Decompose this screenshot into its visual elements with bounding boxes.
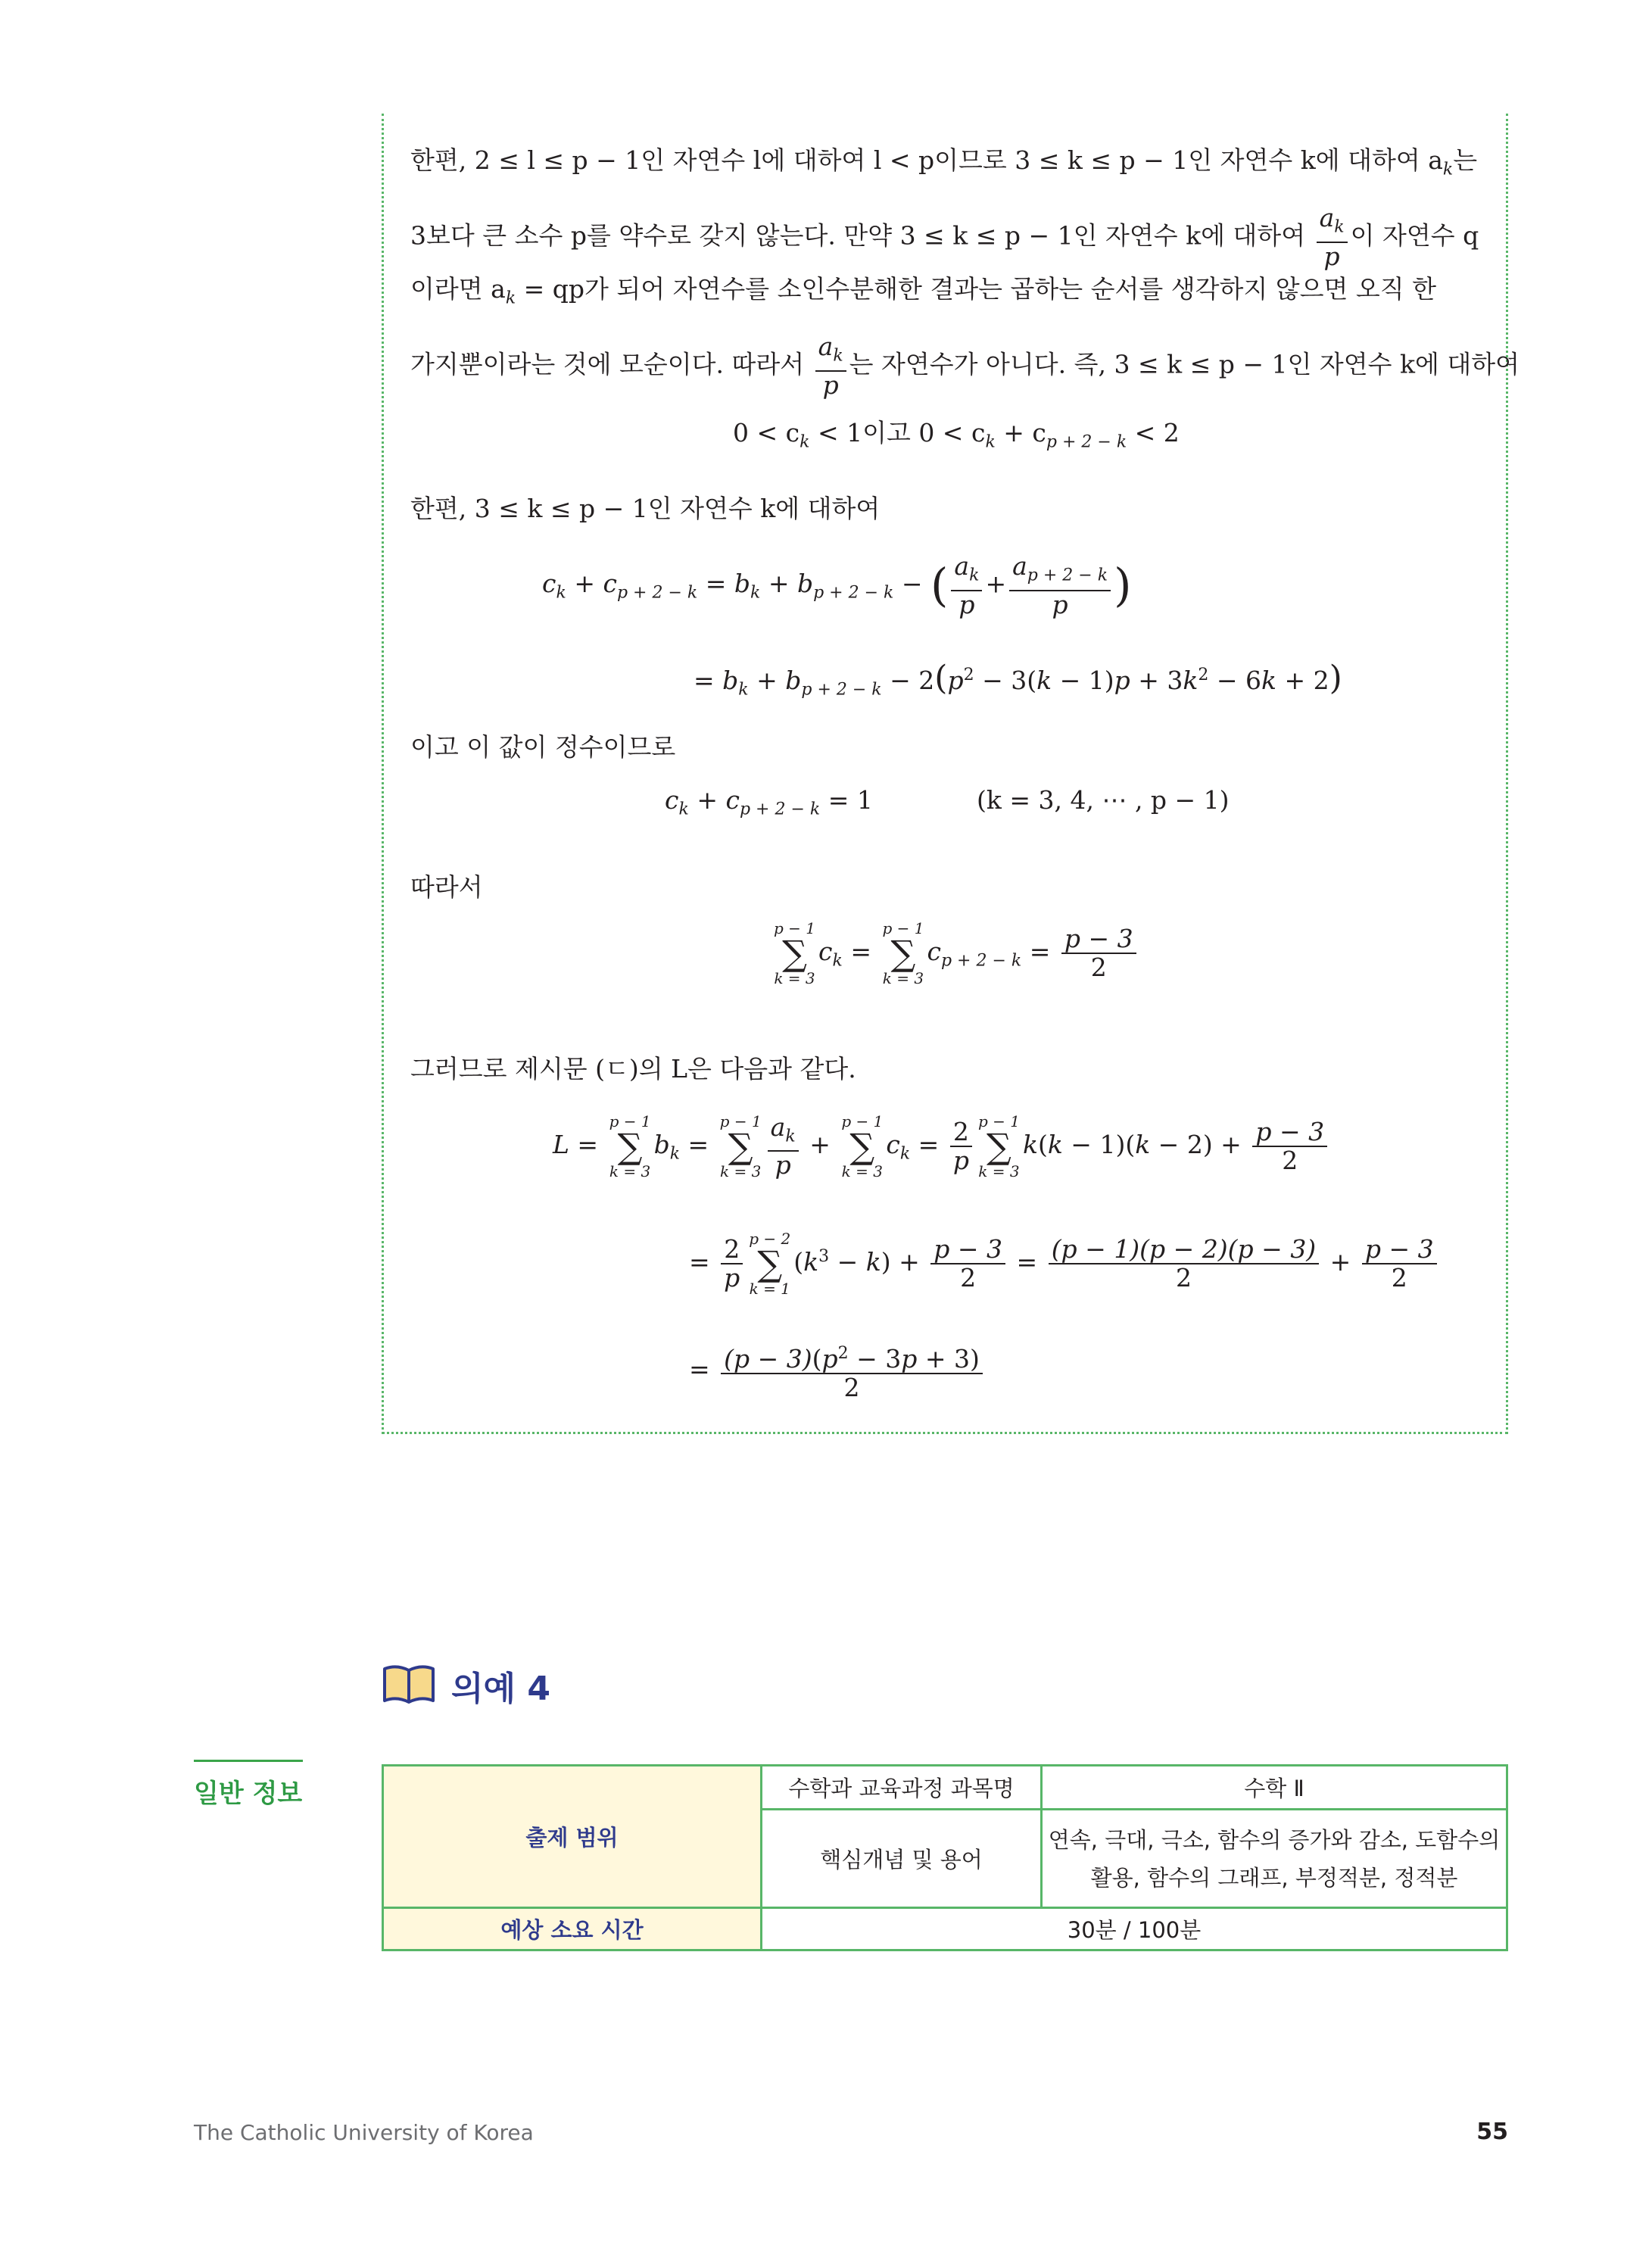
sum-equation: p − 1 ∑ k = 3 $c_k$ = p − 1 ∑ k = 3 $c_{p + 2 - k}$ = $\frac{p - 3}{2}$ bbox=[771, 920, 1139, 987]
section-title: 의예 4 bbox=[451, 1670, 550, 1708]
L-equation-3: = $\frac{(p - 3)(p^2 - 3p + 3)}{2}$ bbox=[689, 1340, 986, 1402]
sum-one-condition: (k = 3, 4, ⋯ , p − 1) bbox=[977, 785, 1230, 815]
solution-line-4: 가지뿐이라는 것에 모순이다. 따라서 $\frac{a_k}{p}$ 는 자연수가 아니다. 즉, 3 ≤ k ≤ p − 1인 자연수 k에 대하여 bbox=[410, 332, 1520, 400]
solution-line-3: 이라면 $a_k$ = qp가 되어 자연수를 소인수분해한 결과는 곱하는 순서를 생각하지 않으면 오직 한 bbox=[410, 274, 1437, 308]
solution-line-1: 한편, 2 ≤ l ≤ p − 1인 자연수 l에 대하여 l < p이므로 3 ≤ k ≤ p − 1인 자연수 k에 대하여 $a_k$는 bbox=[410, 145, 1478, 179]
expansion-equation-1: $c_k + c_{p + 2 - k} = b_k + b_{p + 2 - k}$ − ( $\frac{a_k}{p}$ + $\frac{a_{p + 2 - k}}{p}$ ) bbox=[542, 551, 1132, 619]
solution-line-8: 그러므로 제시문 (ㄷ)의 L은 다음과 같다. bbox=[410, 1054, 856, 1084]
solution-line-2: 3보다 큰 소수 p를 약수로 갖지 않는다. 만약 3 ≤ k ≤ p − 1인 자연수 k에 대하여 $\frac{a_k}{p}$ 이 자연수 q bbox=[410, 203, 1479, 271]
open-book-icon bbox=[382, 1663, 436, 1708]
concept-value bbox=[1042, 1810, 1507, 1908]
general-info-label: 일반 정보 bbox=[194, 1760, 303, 1810]
concept-value-line-2: 활용, 함수의 그래프, 부정적분, 정적분 bbox=[1090, 1864, 1458, 1891]
time-value: 30분 / 100분 bbox=[762, 1908, 1507, 1950]
sum-one-equation: $c_k + c_{p + 2 - k} = 1$ bbox=[665, 785, 873, 819]
bound-equation: $0 < c_k < 1$이고 $0 < c_k + c_{p + 2 - k} < 2$ bbox=[733, 418, 1180, 452]
solution-line-5: 한편, 3 ≤ k ≤ p − 1인 자연수 k에 대하여 bbox=[410, 494, 881, 523]
concept-header: 핵심개념 및 용어 bbox=[762, 1810, 1042, 1908]
time-label: 예상 소요 시간 bbox=[383, 1908, 762, 1950]
subject-header: 수학과 교육과정 과목명 bbox=[762, 1766, 1042, 1810]
page-number: 55 bbox=[1476, 2119, 1508, 2145]
expansion-equation-2: = $b_k + b_{p + 2 - k} - 2(p^2 - 3(k - 1)p + 3k^2 - 6k + 2)$ bbox=[694, 659, 1342, 700]
L-equation-2: = $\frac{2}{p}$ p − 2 ∑ k = 1 $(k^3 - k)$ + $\frac{p - 3}{2}$ = $\frac{(p - 1)(p - 2)(p - 3)}{2}$ + $\frac{p - 3}{2}$ bbox=[689, 1230, 1440, 1297]
solution-line-6: 이고 이 값이 정수이므로 bbox=[410, 732, 676, 762]
L-equation-1: L = p − 1 ∑ k = 3 $b_k$ = p − 1 ∑ k = 3 $\frac{a_k}{p}$ + p − 1 ∑ k = 3 $c_k$ = $\frac{2}{p}$ p − 1 ∑ k = 3 k(k − 1)(k − 2) + $\frac{p - 3}{2}$ bbox=[553, 1113, 1330, 1180]
scope-label: 출제 범위 bbox=[383, 1766, 762, 1908]
section-heading bbox=[382, 1663, 550, 1708]
solution-line-7: 따라서 bbox=[410, 872, 483, 902]
subject-value: 수학 Ⅱ bbox=[1042, 1766, 1507, 1810]
footer-university: The Catholic University of Korea bbox=[194, 2120, 534, 2145]
concept-value-line-1: 연속, 극대, 극소, 함수의 증가와 감소, 도함수의 bbox=[1048, 1826, 1501, 1853]
exam-info-table bbox=[382, 1764, 1508, 1951]
